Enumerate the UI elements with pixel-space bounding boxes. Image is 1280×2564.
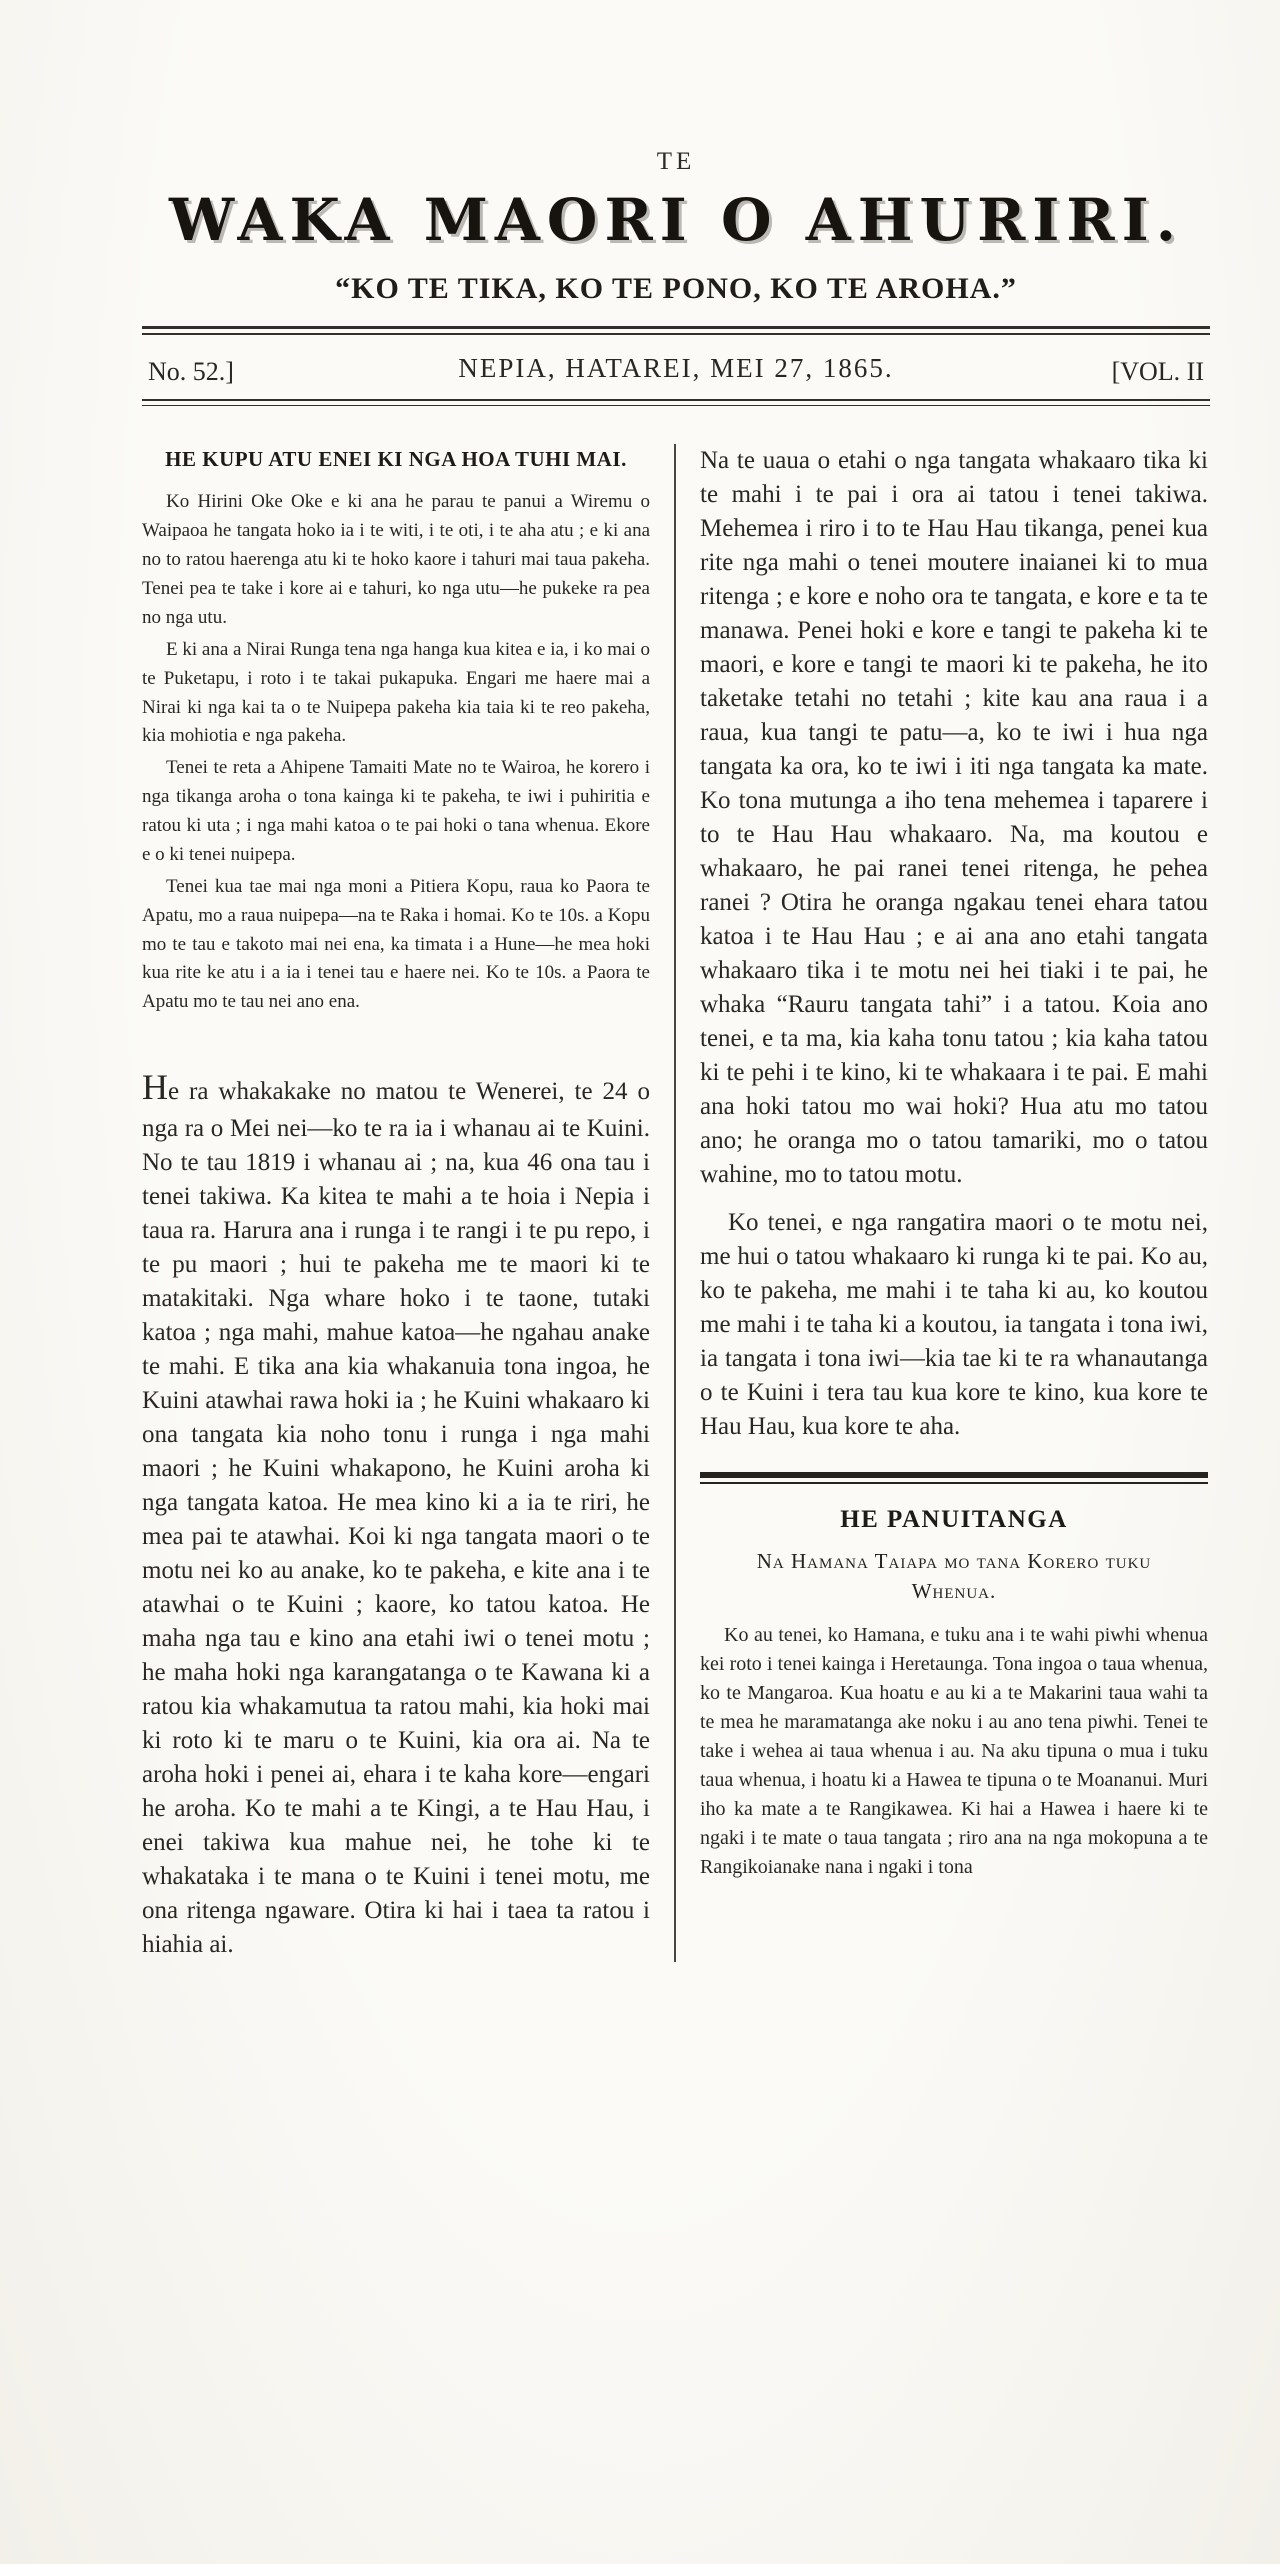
issue-line — [142, 345, 1210, 391]
announcement-subheading: Na Hamana Taiapa mo tana Korero tuku Whenua. — [756, 1549, 1152, 1604]
page-columns — [142, 444, 1210, 1962]
editor-note-3: Tenei te reta a Ahipene Tamaiti Mate no te Wairoa, he korero i nga tikanga aroha o tona kainga ki te pakeha, te iwi i puhiritia e ratou ki uta ; i nga mahi katoa o te pai hoki o tana whenua. Ekore e o ki tenei nuipepa. — [142, 757, 650, 865]
masthead-kicker: TE — [656, 148, 696, 175]
masthead-rule-top — [142, 326, 1210, 335]
masthead — [142, 148, 1210, 406]
editor-note-2: E ki ana a Nirai Runga tena nga hanga kua kitea e ia, i ko mai o te Puketapu, i roto i te takai pukapuka. Engari me haere mai a Nirai ki nga kai ta o te Nuipepa pakeha kia taia ki te reo pakeha, kia mohiotia e nga pakeha. — [142, 638, 650, 747]
volume-number: [VOL. II — [1111, 357, 1204, 386]
announcement-section-rule — [700, 1472, 1208, 1484]
lead-article: He ra whakakake no matou te Wenerei, te 24 o nga ra o Mei nei—ko te ra ia i whanau ai te Kuini. No te tau 1819 i whanau ai ; na, kua 46 ona tau i tenei takiwa. Ka kitea te mahi a te hoia i Nepia i taua ra. Harura ana i runga i te rangi i te pu repo, i te pu maori ; hui te pakeha me te maori ki te matakitaki. Nga whare hoko i te taone, tutaki katoa ; nga mahi, mahue katoa—he ngahau anake te mahi. E tika ana kia whakanuia tona ingoa, he Kuini atawhai rawa hoki ia ; he Kuini whakaaro ki ona tangata kia noho tonu i runga i nga mahi maori ; he Kuini whakapono, he Kuini aroha ki nga tangata katoa. He mea kino ki a ia te riri, he mea pai te atawhai. Koi ki nga tangata maori o te motu nei ko au anake, ko te pakeha, e kite ana i te atawhai o te Kuini ; kaore, ko tatou katoa. He maha nga tau e kino ana etahi iwi o tenei motu ; he maha hoki nga karangatanga o te Kawana ki a ratou kia whakamutua ta ratou mahi, kia hoki mai ki roto ki te maru o te Kuini, kia ora ai. Na te aroha hoki i penei ai, ehara i te kaha kore—engari he aroha. Ko te mahi a te Kingi, a te Hau Hau, i enei takiwa kua mahue nei, he tohe ki te whakataka i te mana o te Kuini i tenei motu, me ona ritenga ngaware. Otira ki hai i taea ta ratou i hiahia ai. — [142, 1067, 650, 1959]
newspaper-motto: “KO TE TIKA, KO TE PONO, KO TE AROHA.” — [335, 272, 1017, 305]
announcement-heading: HE PANUITANGA — [840, 1506, 1068, 1533]
left-column — [142, 444, 650, 1962]
masthead-rule-bottom — [142, 399, 1210, 406]
dateline: NEPIA, HATAREI, MEI 27, 1865. — [458, 353, 894, 383]
letters-section-heading: HE KUPU ATU ENEI KI NGA HOA TUHI MAI. — [165, 447, 627, 471]
editor-note-4: Tenei kua tae mai nga moni a Pitiera Kopu, raua ko Paora te Apatu, mo a raua nuipepa—na te Raka i homai. Ko te 10s. a Kopu mo te tau e takoto mai nei ena, ka timata i a Hune—he mea hoki kua rite ke atu i a ia i tenei tau e haere nei. Ko te 10s. a Paora te Apatu mo te tau nei ano ena. — [142, 875, 650, 1013]
announcement-body: Ko au tenei, ko Hamana, e tuku ana i te wahi piwhi whenua kei roto i tenei kainga i Heretaunga. Tona ingoa o taua whenua, ko te Mangaroa. Kua hoatu e au ki a te Makarini taua wahi ta te mea he maramatanga ake noku i au ano tena piwhi. Tenei te take i wehea ai taua whenua i au. Na aku tipuna o mua i tuku taua whenua, i hoatu ki a Hawea te tipuna o te Moananui. Muri iho ka mate a te Rangikawea. Ki hai a Hawea i haere ki te ngaki i te mate o taua tangata ; riro ana na nga mokopuna a te Rangikoianake nana i ngaki i tona — [700, 1623, 1208, 1878]
article-paragraph-2: Ko tenei, e nga rangatira maori o te motu nei, me hui o tatou whakaaro ki runga ki te pai. Ko au, ko te pakeha, me mahi i te taha ki au, ko koutou me mahi i te taha ki a koutou, ia tangata i tona iwi, ia tangata i tona iwi—kia tae ki te ra whanautanga o te Kuini i tera tau kua kore te kino, kua kore te Hau Hau, kua kore te aha. — [700, 1209, 1208, 1440]
column-divider — [674, 444, 676, 1962]
newspaper-title: WAKA MAORI O AHURIRI. — [169, 186, 1183, 254]
editor-note-1: Ko Hirini Oke Oke e ki ana he parau te panui a Wiremu o Waipaoa he tangata hoko ia i te witi, i te oti, i te aha atu ; e ki ana no to ratou haerenga atu ki te hoko kaore i tahuri mai taua pakeha. Tenei pea te take i kore ai e tahuri, ko nga utu—he pukeke ra pea no nga utu. — [142, 491, 650, 628]
issue-number: No. 52.] — [148, 357, 234, 386]
right-column — [700, 444, 1208, 1962]
article-paragraph-1: Na te uaua o etahi o nga tangata whakaaro tika ki te mahi i te pai i ora ai tatou i tenei takiwa. Mehemea i riro i to te Hau Hau tikanga, penei kua rite nga mahi o tenei moutere inaianei ki to mua ritenga ; e kore e noho ora te tangata, e kore e ta te manawa. Penei hoki e kore e tangi te pakeha ki te maori, e kore e tangi te maori ki te pakeha, he ito taketake tetahi no tetahi ; kite kau ana raua i a raua, kua tangi te patu—a, ko te iwi i hua nga tangata ka ora, ko te iwi i iti nga tangata ka mate. Ko tona mutunga a iho tena mehemea i taparere i to te Hau Hau whakaaro. Na, ma koutou e whakaaro, he pai ranei tenei ritenga, he pehea ranei ? Otira he oranga ngakau tenei ehara tatou katoa i te Hau Hau ; e ai ana ano etahi tangata whakaaro tika i te motu nei hei tiaki i te pai, he whaka “Rauru tangata tahi” i a tatou. Koia ano tenei, e ta ma, kia kaha tonu tatou ; kia kaha tatou ki te pehi i te kino, ki te whakaara i te pai. E mahi ana hoki tatou mo wai hoki? Hua atu mo tatou ano; he oranga mo o tatou tamariki, mo o tatou wahine, mo to tatou motu. — [700, 447, 1208, 1188]
